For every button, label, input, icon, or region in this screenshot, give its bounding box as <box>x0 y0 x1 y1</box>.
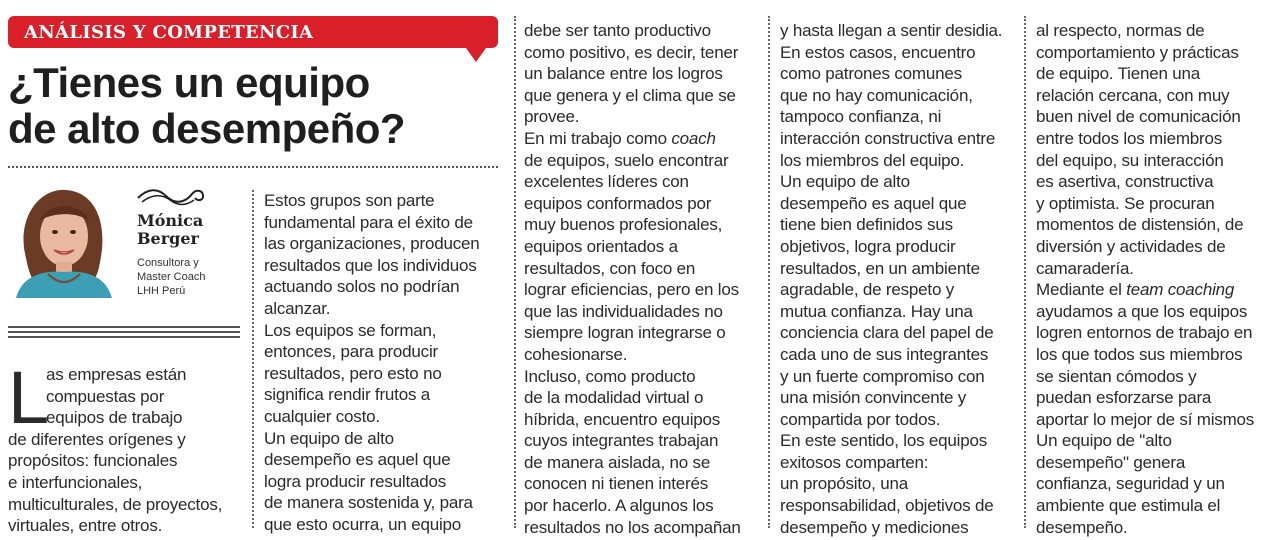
text-line: los que todos sus miembros <box>1036 344 1243 364</box>
author-role-line: LHH Perú <box>137 285 186 297</box>
text-line: de manera aislada, no se <box>524 452 711 472</box>
text-line: siempre logran integrarse o <box>524 323 726 343</box>
text-fragment: Mediante el <box>1036 280 1127 300</box>
text-line: e interfuncionales, <box>8 472 143 492</box>
text-line: En este sentido, los equipos <box>780 431 988 451</box>
text-line: al respecto, normas de <box>1036 21 1205 40</box>
text-line: las organizaciones, producen <box>264 234 480 254</box>
headline <box>8 60 498 152</box>
text-fragment: En mi trabajo como <box>524 128 672 148</box>
text-line: conciencia clara del papel de <box>780 323 994 343</box>
column-divider <box>1024 16 1026 528</box>
author-role-line: Master Coach <box>137 271 206 283</box>
text-line: y un fuerte compromiso con <box>780 366 985 386</box>
text-line: de diferentes orígenes y <box>8 429 186 449</box>
text-line: cada uno de sus integrantes <box>780 344 989 364</box>
text-line: interacción constructiva entre <box>780 128 996 148</box>
text-line: por hacerlo. A algunos los <box>524 496 714 516</box>
text-line: entre todos los miembros <box>1036 128 1223 148</box>
text-line: virtuales, entre otros. <box>8 516 163 536</box>
text-line: momentos de distensión, de <box>1036 215 1244 235</box>
text-line: equipos de trabajo <box>46 408 183 428</box>
italic-term: team coaching <box>1126 280 1235 300</box>
text-line: muy buenos profesionales, <box>524 215 723 235</box>
column-divider <box>252 190 254 528</box>
text-line: puedan esforzarse para <box>1036 388 1212 408</box>
headline-line: de alto desempeño? <box>8 105 406 152</box>
text-line: responsabilidad, objetivos de <box>780 496 994 516</box>
text-line: resultados, con foco en <box>524 258 696 278</box>
text-line: as empresas están <box>46 365 187 384</box>
text-line: resultados, en un ambiente <box>780 258 980 278</box>
text-line: del equipo, su interacción <box>1036 150 1224 170</box>
author-photo <box>8 180 118 298</box>
text-line: aportar lo mejor de sí mismos <box>1036 409 1255 429</box>
text-line: diversión y actividades de <box>1036 236 1226 256</box>
text-line: cohesionarse. <box>524 344 628 364</box>
text-line: Los equipos se forman, <box>264 320 437 340</box>
headline-line: ¿Tienes un equipo <box>8 59 370 106</box>
text-line: En estos casos, encuentro <box>780 42 976 62</box>
text-line: logren entornos de trabajo en <box>1036 323 1253 343</box>
text-line: alcanzar. <box>264 298 331 318</box>
text-line: Estos grupos son parte <box>264 191 435 210</box>
text-line: los miembros del equipo. <box>780 150 965 170</box>
section-label: ANÁLISIS Y COMPETENCIA <box>24 22 314 43</box>
article-column-1 <box>8 356 244 537</box>
author-name <box>137 212 247 248</box>
text-line: de equipo. Tienen una <box>1036 64 1201 84</box>
article-column-2 <box>264 190 510 536</box>
text-line: y optimista. Se procuran <box>1036 193 1215 213</box>
text-line: equipos conformados por <box>524 193 712 213</box>
headline-divider <box>8 166 498 168</box>
text-line: como positivo, es decir, tener <box>524 42 739 62</box>
text-line: resultados no los acompañan <box>524 517 741 537</box>
text-line: tiene bien definidos sus <box>780 215 953 235</box>
text-line: que no hay comunicación, <box>780 85 973 105</box>
text-line: Un equipo de alto <box>264 428 394 448</box>
ornament-icon <box>136 186 206 208</box>
text-line: provee. <box>524 107 580 127</box>
text-line: híbrida, encuentro equipos <box>524 409 721 429</box>
text-line: se sientan cómodos y <box>1036 366 1197 386</box>
text-line: es asertiva, constructiva <box>1036 172 1214 192</box>
text-line: exitosos comparten: <box>780 452 929 472</box>
section-banner <box>8 16 498 48</box>
text-line: desempeño es aquel que <box>780 193 967 213</box>
text-line: equipos orientados a <box>524 236 678 256</box>
text-line: Incluso, como producto <box>524 366 696 386</box>
text-line: tampoco confianza, ni <box>780 107 942 127</box>
text-line: desempeño y mediciones <box>780 517 969 537</box>
text-line: propósitos: funcionales <box>8 451 178 471</box>
text-line: una misión convincente y <box>780 388 967 408</box>
text-line: camaradería. <box>1036 258 1134 278</box>
author-role-line: Consultora y <box>137 257 199 269</box>
text-line: que las individualidades no <box>524 301 723 321</box>
text-line: mutua confianza. Hay una <box>780 301 973 321</box>
text-line: excelentes líderes con <box>524 172 689 192</box>
author-role <box>137 256 247 298</box>
text-line: debe ser tanto productivo <box>524 21 711 40</box>
text-line: multiculturales, de proyectos, <box>8 494 223 514</box>
text-line: fundamental para el éxito de <box>264 212 473 232</box>
text-line: actuando solos no podrían <box>264 277 460 297</box>
text-line: ambiente que estimula el <box>1036 496 1221 516</box>
text-line: cuyos integrantes trabajan <box>524 431 719 451</box>
text-line: que esto ocurra, un equipo <box>264 514 462 534</box>
text-line: agradable, de respeto y <box>780 280 955 300</box>
text-line: confianza, seguridad y un <box>1036 474 1225 494</box>
text-line: significa rendir frutos a <box>264 385 431 405</box>
text-line: de la modalidad virtual o <box>524 388 704 408</box>
text-line: comportamiento y prácticas <box>1036 42 1239 62</box>
text-line: de manera sostenida y, para <box>264 493 473 513</box>
text-line: logra producir resultados <box>264 471 447 491</box>
text-line: lograr eficiencias, pero en los <box>524 280 739 300</box>
article-column-4 <box>780 20 1016 538</box>
text-line: un balance entre los logros <box>524 64 723 84</box>
text-line: resultados que los individuos <box>264 255 477 275</box>
text-line: que genera y el clima que se <box>524 85 736 105</box>
text-line: compuestas por <box>46 386 165 406</box>
text-line: compartida por todos. <box>780 409 941 429</box>
text-line: ayudamos a que los equipos <box>1036 301 1248 321</box>
text-line: entonces, para producir <box>264 342 439 362</box>
text-line: cualquier costo. <box>264 406 380 426</box>
author-divider <box>8 326 240 341</box>
text-line: Un equipo de alto <box>780 172 910 192</box>
text-line: buen nivel de comunicación <box>1036 107 1241 127</box>
text-line: resultados, pero esto no <box>264 363 442 383</box>
column-divider <box>514 16 516 528</box>
text-line: desempeño" genera <box>1036 452 1186 472</box>
text-line: de equipos, suelo encontrar <box>524 150 729 170</box>
article-column-3 <box>524 20 760 538</box>
author-last-name: Berger <box>137 229 199 248</box>
author-first-name: Mónica <box>137 211 204 230</box>
text-line: Un equipo de "alto <box>1036 431 1172 451</box>
italic-term: coach <box>671 128 716 148</box>
text-line <box>1036 279 1272 301</box>
text-line: objetivos, logra producir <box>780 236 956 256</box>
text-line: conocen ni tienen interés <box>524 474 709 494</box>
column-divider <box>768 16 770 528</box>
text-line: como patrones comunes <box>780 64 962 84</box>
text-line: relación cercana, con muy <box>1036 85 1230 105</box>
text-line: y hasta llegan a sentir desidia. <box>780 21 1003 40</box>
article-column-5 <box>1036 20 1272 538</box>
drop-cap: L <box>8 356 50 439</box>
text-line: desempeño. <box>1036 517 1128 537</box>
text-line: desempeño es aquel que <box>264 450 451 470</box>
text-line <box>524 128 760 150</box>
text-line: un propósito, una <box>780 474 908 494</box>
